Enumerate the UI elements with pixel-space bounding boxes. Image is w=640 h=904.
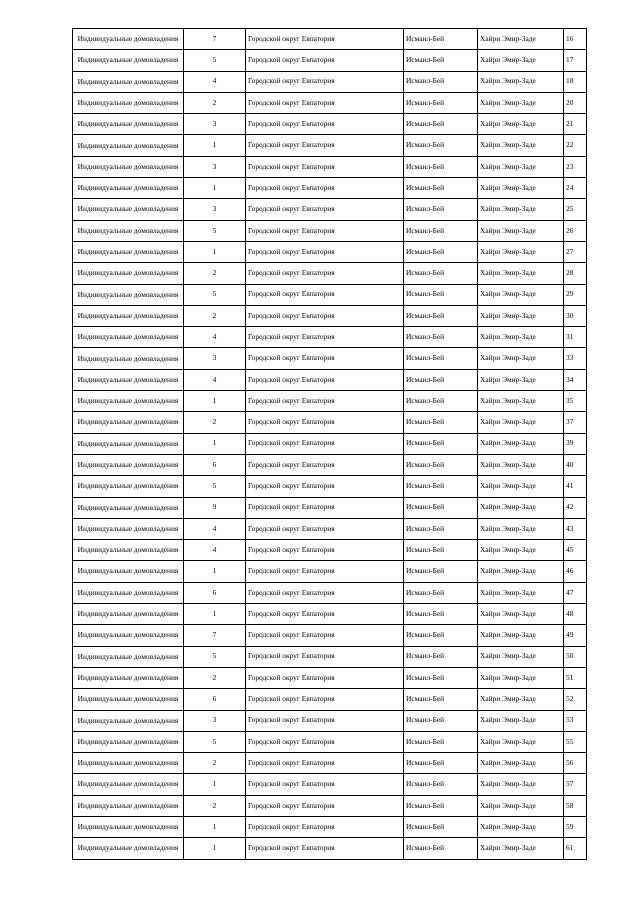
street-name-cell: Хайри Эмир-Заде [478,582,564,603]
table-row [73,135,587,156]
street-cell: Исмаил-Бей [404,540,478,561]
count-cell: 1 [184,838,246,859]
count-cell: 5 [184,220,246,241]
street-name-cell: Хайри Эмир-Заде [478,497,564,518]
housing-type-cell: Индивидуальные домовладения [73,391,184,412]
municipality-cell: Городской округ Евпатория [246,667,404,688]
municipality-cell: Городской округ Евпатория [246,476,404,497]
housing-type-cell: Индивидуальные домовладения [73,497,184,518]
table-row [73,540,587,561]
street-name-cell: Хайри Эмир-Заде [478,29,564,50]
street-cell: Исмаил-Бей [404,156,478,177]
municipality-cell: Городской округ Евпатория [246,518,404,539]
street-name-cell: Хайри Эмир-Заде [478,476,564,497]
table-row [73,327,587,348]
street-cell: Исмаил-Бей [404,518,478,539]
street-cell: Исмаил-Бей [404,135,478,156]
house-number-cell: 27 [564,241,587,262]
count-cell: 6 [184,689,246,710]
count-cell: 4 [184,540,246,561]
table-row [73,29,587,50]
count-cell: 2 [184,667,246,688]
house-number-cell: 49 [564,625,587,646]
street-cell: Исмаил-Бей [404,305,478,326]
municipality-cell: Городской округ Евпатория [246,795,404,816]
count-cell: 1 [184,241,246,262]
table-row [73,50,587,71]
house-number-cell: 58 [564,795,587,816]
municipality-cell: Городской округ Евпатория [246,540,404,561]
count-cell: 5 [184,284,246,305]
table-row [73,305,587,326]
housing-type-cell: Индивидуальные домовладения [73,689,184,710]
municipality-cell: Городской округ Евпатория [246,412,404,433]
table-row [73,710,587,731]
municipality-cell: Городской округ Евпатория [246,689,404,710]
housing-type-cell: Индивидуальные домовладения [73,199,184,220]
street-name-cell: Хайри Эмир-Заде [478,369,564,390]
municipality-cell: Городской округ Евпатория [246,391,404,412]
street-cell: Исмаил-Бей [404,710,478,731]
housing-type-cell: Индивидуальные домовладения [73,178,184,199]
municipality-cell: Городской округ Евпатория [246,92,404,113]
street-name-cell: Хайри Эмир-Заде [478,518,564,539]
table-row [73,263,587,284]
street-cell: Исмаил-Бей [404,497,478,518]
housing-type-cell: Индивидуальные домовладения [73,29,184,50]
table-row [73,114,587,135]
housing-type-cell: Индивидуальные домовладения [73,561,184,582]
house-number-cell: 55 [564,731,587,752]
housing-type-cell: Индивидуальные домовладения [73,263,184,284]
municipality-cell: Городской округ Евпатория [246,50,404,71]
count-cell: 2 [184,305,246,326]
municipality-cell: Городской округ Евпатория [246,582,404,603]
count-cell: 5 [184,646,246,667]
table-row [73,391,587,412]
housing-type-cell: Индивидуальные домовладения [73,795,184,816]
municipality-cell: Городской округ Евпатория [246,646,404,667]
table-row [73,774,587,795]
municipality-cell: Городской округ Евпатория [246,497,404,518]
housing-type-cell: Индивидуальные домовладения [73,327,184,348]
house-number-cell: 59 [564,816,587,837]
street-cell: Исмаил-Бей [404,92,478,113]
street-cell: Исмаил-Бей [404,29,478,50]
municipality-cell: Городской округ Евпатория [246,199,404,220]
municipality-cell: Городской округ Евпатория [246,71,404,92]
housing-type-cell: Индивидуальные домовладения [73,731,184,752]
table-row [73,178,587,199]
table-row [73,561,587,582]
house-number-cell: 17 [564,50,587,71]
table-row [73,71,587,92]
count-cell: 5 [184,50,246,71]
street-name-cell: Хайри Эмир-Заде [478,731,564,752]
count-cell: 3 [184,199,246,220]
count-cell: 1 [184,604,246,625]
street-name-cell: Хайри Эмир-Заде [478,753,564,774]
count-cell: 6 [184,454,246,475]
table-row [73,476,587,497]
house-number-cell: 47 [564,582,587,603]
count-cell: 4 [184,327,246,348]
house-number-cell: 34 [564,369,587,390]
street-cell: Исмаил-Бей [404,71,478,92]
table-row [73,816,587,837]
street-name-cell: Хайри Эмир-Заде [478,263,564,284]
street-cell: Исмаил-Бей [404,412,478,433]
street-cell: Исмаил-Бей [404,241,478,262]
street-name-cell: Хайри Эмир-Заде [478,540,564,561]
house-number-cell: 20 [564,92,587,113]
house-number-cell: 57 [564,774,587,795]
table-row [73,454,587,475]
table-row [73,795,587,816]
street-name-cell: Хайри Эмир-Заде [478,199,564,220]
table-row [73,348,587,369]
count-cell: 2 [184,753,246,774]
house-number-cell: 16 [564,29,587,50]
municipality-cell: Городской округ Евпатория [246,710,404,731]
table-row [73,753,587,774]
table-row [73,838,587,859]
count-cell: 1 [184,816,246,837]
street-cell: Исмаил-Бей [404,348,478,369]
count-cell: 5 [184,476,246,497]
house-number-cell: 29 [564,284,587,305]
house-number-cell: 25 [564,199,587,220]
housing-type-cell: Индивидуальные домовладения [73,604,184,625]
street-name-cell: Хайри Эмир-Заде [478,795,564,816]
street-name-cell: Хайри Эмир-Заде [478,178,564,199]
housing-type-cell: Индивидуальные домовладения [73,625,184,646]
street-cell: Исмаил-Бей [404,433,478,454]
house-number-cell: 40 [564,454,587,475]
count-cell: 1 [184,178,246,199]
address-table-body [73,29,587,860]
municipality-cell: Городской округ Евпатория [246,241,404,262]
municipality-cell: Городской округ Евпатория [246,263,404,284]
housing-type-cell: Индивидуальные домовладения [73,71,184,92]
housing-type-cell: Индивидуальные домовладения [73,454,184,475]
house-number-cell: 31 [564,327,587,348]
count-cell: 1 [184,774,246,795]
housing-type-cell: Индивидуальные домовладения [73,774,184,795]
housing-type-cell: Индивидуальные домовладения [73,241,184,262]
count-cell: 4 [184,71,246,92]
municipality-cell: Городской округ Евпатория [246,774,404,795]
street-name-cell: Хайри Эмир-Заде [478,92,564,113]
table-row [73,199,587,220]
count-cell: 3 [184,710,246,731]
house-number-cell: 39 [564,433,587,454]
count-cell: 7 [184,29,246,50]
house-number-cell: 51 [564,667,587,688]
street-cell: Исмаил-Бей [404,263,478,284]
municipality-cell: Городской округ Евпатория [246,220,404,241]
street-cell: Исмаил-Бей [404,816,478,837]
table-row [73,220,587,241]
table-row [73,646,587,667]
street-name-cell: Хайри Эмир-Заде [478,604,564,625]
housing-type-cell: Индивидуальные домовладения [73,476,184,497]
house-number-cell: 48 [564,604,587,625]
house-number-cell: 42 [564,497,587,518]
house-number-cell: 26 [564,220,587,241]
municipality-cell: Городской округ Евпатория [246,753,404,774]
house-number-cell: 45 [564,540,587,561]
street-cell: Исмаил-Бей [404,178,478,199]
street-name-cell: Хайри Эмир-Заде [478,433,564,454]
count-cell: 4 [184,518,246,539]
street-name-cell: Хайри Эмир-Заде [478,241,564,262]
street-name-cell: Хайри Эмир-Заде [478,348,564,369]
municipality-cell: Городской округ Евпатория [246,29,404,50]
table-row [73,497,587,518]
housing-type-cell: Индивидуальные домовладения [73,114,184,135]
street-name-cell: Хайри Эмир-Заде [478,625,564,646]
housing-type-cell: Индивидуальные домовладения [73,816,184,837]
municipality-cell: Городской округ Евпатория [246,327,404,348]
municipality-cell: Городской округ Евпатория [246,604,404,625]
street-cell: Исмаил-Бей [404,50,478,71]
housing-type-cell: Индивидуальные домовладения [73,433,184,454]
street-cell: Исмаил-Бей [404,795,478,816]
street-cell: Исмаил-Бей [404,753,478,774]
street-cell: Исмаил-Бей [404,391,478,412]
table-row [73,369,587,390]
count-cell: 1 [184,561,246,582]
municipality-cell: Городской округ Евпатория [246,838,404,859]
street-name-cell: Хайри Эмир-Заде [478,50,564,71]
count-cell: 2 [184,92,246,113]
table-row [73,518,587,539]
municipality-cell: Городской округ Евпатория [246,369,404,390]
municipality-cell: Городской округ Евпатория [246,305,404,326]
count-cell: 2 [184,412,246,433]
house-number-cell: 50 [564,646,587,667]
street-cell: Исмаил-Бей [404,114,478,135]
table-row [73,667,587,688]
housing-type-cell: Индивидуальные домовладения [73,135,184,156]
housing-type-cell: Индивидуальные домовладения [73,518,184,539]
street-name-cell: Хайри Эмир-Заде [478,710,564,731]
house-number-cell: 52 [564,689,587,710]
table-row [73,241,587,262]
street-cell: Исмаил-Бей [404,369,478,390]
street-cell: Исмаил-Бей [404,667,478,688]
street-name-cell: Хайри Эмир-Заде [478,689,564,710]
street-name-cell: Хайри Эмир-Заде [478,838,564,859]
street-name-cell: Хайри Эмир-Заде [478,412,564,433]
municipality-cell: Городской округ Евпатория [246,348,404,369]
street-cell: Исмаил-Бей [404,284,478,305]
street-cell: Исмаил-Бей [404,689,478,710]
table-row [73,604,587,625]
count-cell: 1 [184,433,246,454]
housing-type-cell: Индивидуальные домовладения [73,540,184,561]
municipality-cell: Городской округ Евпатория [246,156,404,177]
street-name-cell: Хайри Эмир-Заде [478,284,564,305]
street-name-cell: Хайри Эмир-Заде [478,561,564,582]
table-row [73,284,587,305]
count-cell: 1 [184,391,246,412]
house-number-cell: 33 [564,348,587,369]
street-cell: Исмаил-Бей [404,454,478,475]
count-cell: 6 [184,582,246,603]
street-cell: Исмаил-Бей [404,646,478,667]
housing-type-cell: Индивидуальные домовладения [73,646,184,667]
street-cell: Исмаил-Бей [404,327,478,348]
housing-type-cell: Индивидуальные домовладения [73,92,184,113]
address-table [72,28,587,860]
housing-type-cell: Индивидуальные домовладения [73,348,184,369]
street-cell: Исмаил-Бей [404,625,478,646]
municipality-cell: Городской округ Евпатория [246,135,404,156]
house-number-cell: 61 [564,838,587,859]
street-name-cell: Хайри Эмир-Заде [478,305,564,326]
count-cell: 9 [184,497,246,518]
street-name-cell: Хайри Эмир-Заде [478,114,564,135]
count-cell: 3 [184,114,246,135]
count-cell: 2 [184,263,246,284]
street-name-cell: Хайри Эмир-Заде [478,391,564,412]
house-number-cell: 35 [564,391,587,412]
table-row [73,625,587,646]
count-cell: 2 [184,795,246,816]
housing-type-cell: Индивидуальные домовладения [73,156,184,177]
municipality-cell: Городской округ Евпатория [246,625,404,646]
housing-type-cell: Индивидуальные домовладения [73,667,184,688]
house-number-cell: 28 [564,263,587,284]
housing-type-cell: Индивидуальные домовладения [73,220,184,241]
municipality-cell: Городской округ Евпатория [246,284,404,305]
house-number-cell: 24 [564,178,587,199]
street-name-cell: Хайри Эмир-Заде [478,646,564,667]
count-cell: 3 [184,156,246,177]
table-row [73,582,587,603]
street-name-cell: Хайри Эмир-Заде [478,71,564,92]
street-cell: Исмаил-Бей [404,774,478,795]
street-name-cell: Хайри Эмир-Заде [478,454,564,475]
municipality-cell: Городской округ Евпатория [246,433,404,454]
municipality-cell: Городской округ Евпатория [246,561,404,582]
house-number-cell: 53 [564,710,587,731]
municipality-cell: Городской округ Евпатория [246,816,404,837]
housing-type-cell: Индивидуальные домовладения [73,369,184,390]
house-number-cell: 43 [564,518,587,539]
count-cell: 7 [184,625,246,646]
housing-type-cell: Индивидуальные домовладения [73,710,184,731]
street-cell: Исмаил-Бей [404,604,478,625]
housing-type-cell: Индивидуальные домовладения [73,305,184,326]
housing-type-cell: Индивидуальные домовладения [73,284,184,305]
street-name-cell: Хайри Эмир-Заде [478,667,564,688]
house-number-cell: 22 [564,135,587,156]
housing-type-cell: Индивидуальные домовладения [73,753,184,774]
table-row [73,412,587,433]
street-cell: Исмаил-Бей [404,582,478,603]
table-row [73,156,587,177]
count-cell: 1 [184,135,246,156]
street-cell: Исмаил-Бей [404,220,478,241]
street-name-cell: Хайри Эмир-Заде [478,327,564,348]
street-cell: Исмаил-Бей [404,731,478,752]
municipality-cell: Городской округ Евпатория [246,178,404,199]
street-name-cell: Хайри Эмир-Заде [478,220,564,241]
count-cell: 3 [184,348,246,369]
house-number-cell: 18 [564,71,587,92]
table-row [73,689,587,710]
municipality-cell: Городской округ Евпатория [246,454,404,475]
table-row [73,731,587,752]
housing-type-cell: Индивидуальные домовладения [73,582,184,603]
street-cell: Исмаил-Бей [404,838,478,859]
housing-type-cell: Индивидуальные домовладения [73,412,184,433]
count-cell: 5 [184,731,246,752]
housing-type-cell: Индивидуальные домовладения [73,838,184,859]
house-number-cell: 46 [564,561,587,582]
house-number-cell: 21 [564,114,587,135]
street-name-cell: Хайри Эмир-Заде [478,816,564,837]
municipality-cell: Городской округ Евпатория [246,114,404,135]
count-cell: 4 [184,369,246,390]
street-cell: Исмаил-Бей [404,199,478,220]
house-number-cell: 30 [564,305,587,326]
street-name-cell: Хайри Эмир-Заде [478,156,564,177]
municipality-cell: Городской округ Евпатория [246,731,404,752]
house-number-cell: 41 [564,476,587,497]
house-number-cell: 56 [564,753,587,774]
street-cell: Исмаил-Бей [404,476,478,497]
housing-type-cell: Индивидуальные домовладения [73,50,184,71]
street-name-cell: Хайри Эмир-Заде [478,135,564,156]
house-number-cell: 37 [564,412,587,433]
street-cell: Исмаил-Бей [404,561,478,582]
table-row [73,433,587,454]
street-name-cell: Хайри Эмир-Заде [478,774,564,795]
house-number-cell: 23 [564,156,587,177]
table-row [73,92,587,113]
